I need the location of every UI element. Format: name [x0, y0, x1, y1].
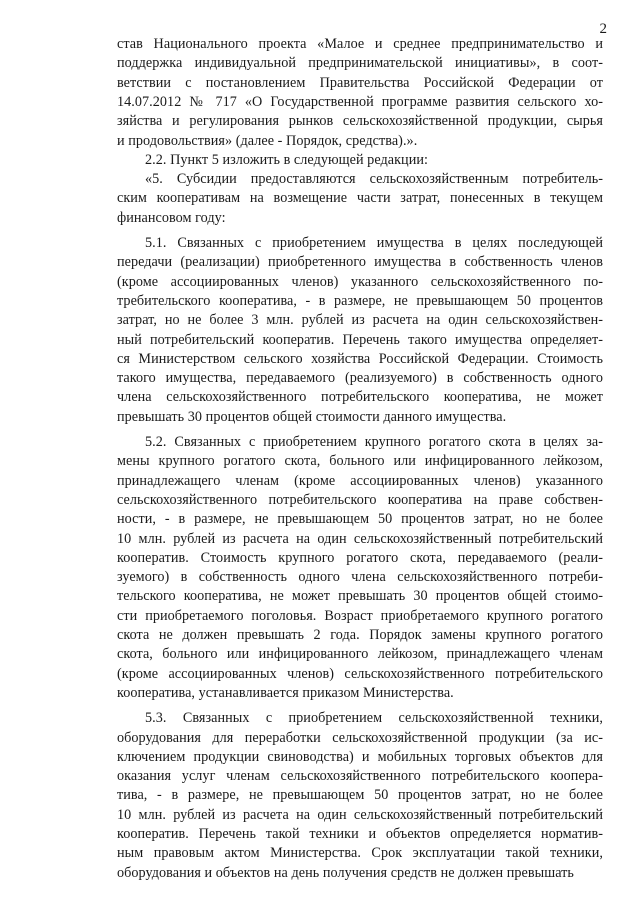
text-line: мены крупного рогатого скота, больного или инфицированного лейкозом,	[117, 453, 603, 470]
text-line: оборудования и объектов на день получения средств не должен превышать	[117, 864, 574, 881]
text-line: тива, - в размере, не превышающем 50 процентов затрат, но не более	[117, 787, 603, 804]
text-line: ся Министерством сельского хозяйства Российской Федерации. Стоимость	[117, 350, 603, 367]
text-line: 5.2. Связанных с приобретением крупного рогатого скота в целях за-	[145, 434, 603, 450]
text-line: кооператив. Стоимость крупного рогатого скота, передаваемого (реали-	[117, 549, 603, 566]
text-line: (кроме ассоциированных членов) указанного сельскохозяйственного по-	[117, 273, 603, 290]
text-line: сельскохозяйственного потребительского кооператива на праве собствен-	[117, 491, 603, 508]
text-line: члена сельскохозяйственного потребительского кооператива, не может	[117, 389, 603, 406]
text-line: оказания услуг членам сельскохозяйственного потребительского коопера-	[117, 768, 603, 785]
text-line: ским кооперативам на возмещение части затрат, понесенных в текущем	[117, 190, 603, 207]
text-line: зяйства и регулирования рынков сельскохозяйственной продукции, сырья	[117, 113, 603, 130]
text-line: затрат, но не более 3 млн. рублей из расчета на один сельскохозяйствен-	[117, 312, 603, 329]
text-line: скота, больного или инфицированного лейкозом, принадлежащего членам	[117, 646, 603, 663]
text-line: оборудования для переработки сельскохозяйственной продукции (за ис-	[117, 729, 603, 746]
text-line: 14.07.2012 № 717 «О Государственной программе развития сельского хо-	[117, 93, 603, 110]
text-line: передачи (реализации) приобретенного имущества в собственность членов	[117, 254, 603, 271]
text-line: и продовольствия» (далее - Порядок, средства).».	[117, 132, 418, 149]
text-line: кооператив. Перечень такой техники и объектов определяется норматив-	[117, 826, 603, 842]
text-line: сти приобретаемого поголовья. Возраст приобретаемого крупного рогатого	[117, 607, 603, 624]
text-line: став Национального проекта «Малое и среднее предпринимательство и	[117, 36, 603, 52]
text-line: скота не должен превышать 2 года. Порядок замены крупного рогатого	[117, 627, 603, 643]
text-line: ный потребительский кооператив. Перечень такого имущества определяет-	[117, 331, 603, 348]
text-line: требительского кооператива, - в размере, не превышающем 50 процентов	[117, 292, 603, 309]
text-line: такого имущества, передаваемого (реализуемого) в собственность одного	[117, 370, 603, 387]
text-line: превышать 30 процентов общей стоимости данного имущества.	[117, 408, 507, 425]
text-line: кооператива, устанавливается приказом Министерства.	[117, 684, 454, 701]
page-number: 2	[599, 21, 607, 37]
text-line: финансовом году:	[117, 209, 226, 226]
text-line: 10 млн. рублей из расчета на один сельскохозяйственный потребительский	[117, 530, 603, 547]
text-line: зуемого) в собственность одного члена сельскохозяйственного потреби-	[117, 569, 603, 586]
text-line: принадлежащего членам (кроме ассоциированных членов) указанного	[117, 472, 603, 489]
text-line: поддержка индивидуальной предпринимательской инициативы», в соот-	[117, 55, 603, 72]
text-line: ветствии с постановлением Правительства Российской Федерации от	[117, 74, 603, 91]
text-line: (кроме ассоциированных членов) сельскохозяйственного потребительского	[117, 665, 603, 682]
text-line: ности, - в размере, не превышающем 50 процентов затрат, но не более	[117, 511, 603, 528]
text-line: 2.2. Пункт 5 изложить в следующей редакции:	[145, 151, 428, 168]
text-line: 5.1. Связанных с приобретением имущества в целях последующей	[145, 235, 603, 251]
text-line: 10 млн. рублей из расчета на один сельскохозяйственный потребительский	[117, 806, 603, 823]
text-line: «5. Субсидии предоставляются сельскохозяйственным потребитель-	[145, 171, 603, 188]
text-line: ным правовым актом Министерства. Срок эксплуатации такой техники,	[117, 845, 603, 862]
text-line: 5.3. Связанных с приобретением сельскохозяйственной техники,	[145, 710, 603, 727]
text-line: тельского кооператива, не может превышать 30 процентов общей стоимо-	[117, 588, 603, 605]
text-line: ключением продукции свиноводства) и мобильных торговых объектов для	[117, 748, 603, 765]
